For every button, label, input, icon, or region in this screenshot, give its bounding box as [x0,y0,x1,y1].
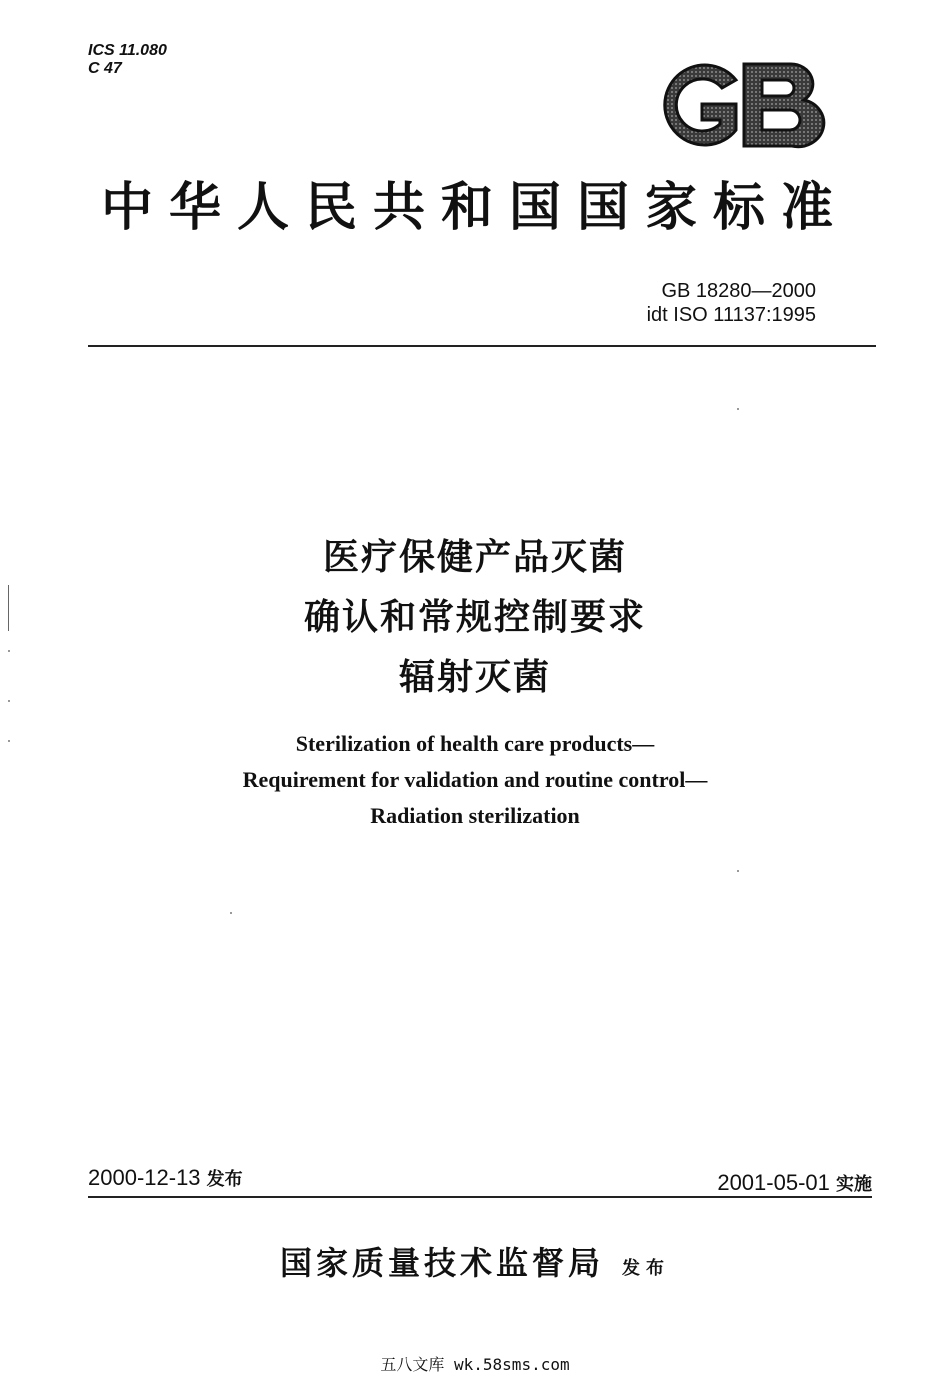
title-en-line2: Requirement for validation and routine control— [242,767,708,792]
effective-date-block [717,1170,872,1198]
scan-speck [8,700,10,702]
title-cn-line2: 确认和常规控制要求 [303,597,646,638]
standard-equivalence: idt ISO 11137:1995 [646,304,816,326]
title-en-line3: Radiation sterilization [370,803,580,828]
gb-logo [650,58,826,152]
scan-speck [737,408,739,410]
issuer-block [0,1238,950,1284]
issue-label: 发布 [206,1169,243,1190]
issuing-organization: 国家质量技术监督局 [279,1244,604,1282]
footer-divider [88,1196,872,1198]
header-divider [88,345,876,347]
issue-date-block [88,1165,243,1193]
title-cn-line1: 医疗保健产品灭菌 [322,537,627,578]
ics-code: ICS 11.080 [88,42,167,59]
ccs-code: C 47 [88,60,122,77]
scan-speck [8,740,10,742]
effective-label: 实施 [836,1174,872,1195]
scan-edge-mark [8,585,9,631]
publish-label: 发布 [622,1258,670,1279]
scan-speck [8,650,10,652]
issue-date: 2000-12-13 [88,1165,201,1190]
scan-speck [230,912,232,914]
watermark-footer: 五八文库 wk.58sms.com [380,1355,570,1374]
national-standard-title: 中华人民共和国国家标准 [100,177,849,238]
standard-number: GB 18280—2000 [661,280,816,302]
title-cn-line3: 辐射灭菌 [398,657,551,698]
effective-date: 2001-05-01 [717,1170,830,1195]
scan-speck [737,870,739,872]
title-en-line1: Sterilization of health care products— [295,731,655,756]
